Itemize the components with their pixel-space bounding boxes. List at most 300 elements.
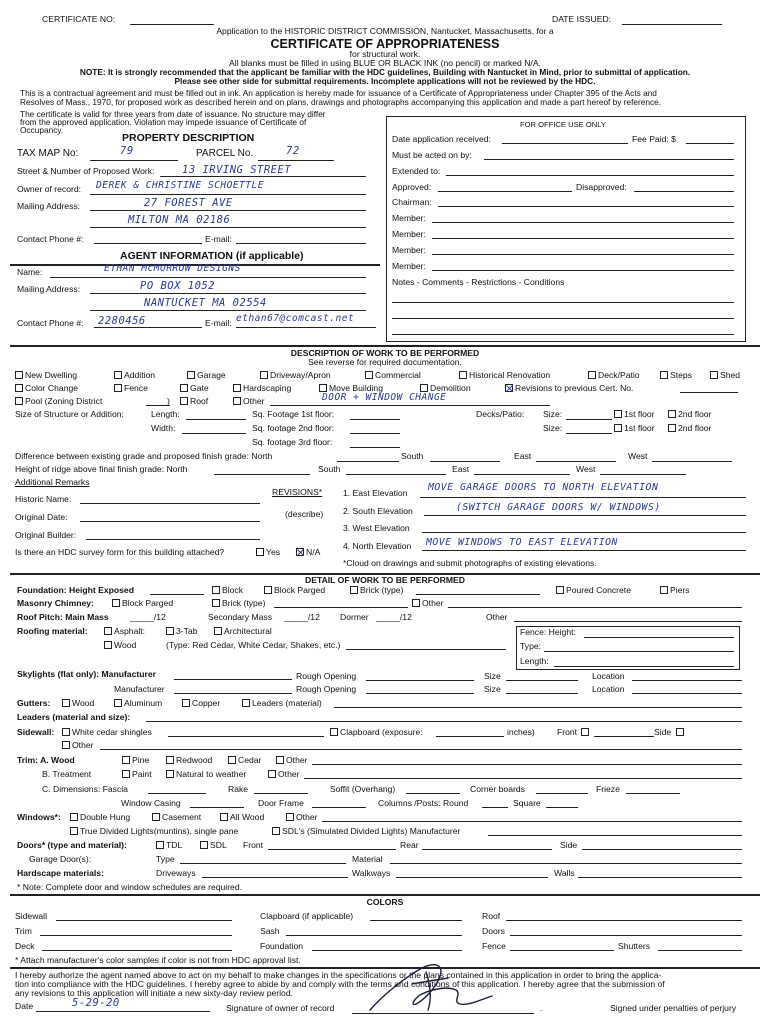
describe-label: (describe) bbox=[285, 509, 324, 519]
rev2-label: 2. South Elevation bbox=[343, 506, 413, 516]
soffit-field[interactable] bbox=[406, 793, 460, 794]
chk-casement[interactable]: Casement bbox=[152, 813, 201, 823]
chk-new-dwelling[interactable]: New Dwelling bbox=[15, 371, 77, 381]
rev3-field[interactable] bbox=[422, 532, 746, 533]
secondary-mass-field[interactable]: _____/12 bbox=[284, 612, 320, 622]
sqft3-field[interactable] bbox=[350, 447, 400, 448]
chk-double-hung[interactable]: Double Hung bbox=[70, 813, 130, 823]
chk-survey-yes[interactable]: Yes bbox=[256, 548, 280, 558]
fence-length-field[interactable] bbox=[554, 666, 734, 667]
roof-other-label: Other bbox=[486, 612, 508, 622]
ridge-north-field[interactable] bbox=[214, 474, 310, 475]
front-label: Front bbox=[557, 727, 578, 737]
sidewall-front-field[interactable] bbox=[594, 736, 654, 737]
auth-line-2: tion into compliance with the HDC guidelines. I hereby agree to abide by and comply with the terms and conditions of this application. I hereby agree that the submission of bbox=[15, 979, 665, 989]
chk-sidewall-other[interactable]: Other bbox=[62, 741, 94, 751]
parcel-value: 72 bbox=[286, 145, 300, 157]
skylight-location-field-1[interactable] bbox=[632, 680, 742, 681]
foundation-height-field[interactable] bbox=[150, 594, 204, 595]
brick-type-field[interactable] bbox=[416, 594, 540, 595]
date-issued-label: DATE ISSUED: bbox=[552, 14, 612, 24]
rev4-label: 4. North Elevation bbox=[343, 541, 412, 551]
hardscape-label: Hardscape materials: bbox=[17, 868, 104, 878]
grade-south-field[interactable] bbox=[430, 461, 500, 462]
fence-length-label: Length: bbox=[520, 656, 549, 666]
agent-phone-field[interactable] bbox=[94, 327, 202, 328]
sqft3-label: Sq. footage 3rd floor: bbox=[252, 437, 333, 447]
skylight-rough-field-2[interactable] bbox=[366, 693, 474, 694]
color-deck-label: Deck bbox=[15, 941, 35, 951]
grade-north-field[interactable] bbox=[337, 461, 399, 462]
garage-type-label: Type bbox=[156, 854, 175, 864]
color-shutters-field[interactable] bbox=[658, 950, 742, 951]
grade-west-field[interactable] bbox=[652, 461, 732, 462]
size-label: Size of Structure or Addition: bbox=[15, 409, 124, 419]
color-sidewall-label: Sidewall bbox=[15, 911, 48, 921]
skylight-mfr-label-2: Manufacturer bbox=[114, 684, 165, 694]
chk-redwood[interactable]: Redwood bbox=[166, 756, 212, 766]
windows-label: Windows*: bbox=[17, 812, 61, 822]
dimensions-label: C. Dimensions: Fascia bbox=[42, 784, 128, 794]
cert-no-field[interactable] bbox=[130, 24, 214, 25]
door-frame-field[interactable] bbox=[312, 807, 366, 808]
chk-architectural[interactable]: Architectural bbox=[214, 627, 272, 637]
skylight-size-field-2[interactable] bbox=[506, 693, 578, 694]
secondary-mass-label: Secondary Mass bbox=[208, 612, 273, 622]
revisions-label: REVISIONS* bbox=[272, 487, 323, 497]
agent-mailing-value-2: NANTUCKET MA 02554 bbox=[144, 297, 267, 309]
garage-material-field[interactable] bbox=[390, 863, 742, 864]
chk-shed[interactable]: Shed bbox=[710, 371, 740, 381]
signature-date-value: 5-29-20 bbox=[72, 997, 120, 1009]
parcel-field[interactable] bbox=[258, 160, 334, 161]
chk-door-tdl[interactable]: TDL bbox=[156, 841, 182, 851]
corner-boards-field[interactable] bbox=[536, 793, 588, 794]
chk-gate[interactable]: Gate bbox=[180, 384, 209, 394]
leaders-size-field[interactable] bbox=[146, 721, 742, 722]
revisions-cert-field[interactable] bbox=[680, 392, 738, 393]
skylight-location-field-2[interactable] bbox=[632, 693, 742, 694]
chairman-label: Chairman: bbox=[392, 197, 432, 207]
agent-heading: AGENT INFORMATION (if applicable) bbox=[120, 250, 304, 262]
frieze-field[interactable] bbox=[626, 793, 680, 794]
door-frame-label: Door Frame bbox=[258, 798, 304, 808]
chk-all-wood[interactable]: All Wood bbox=[220, 813, 264, 823]
walkways-label: Walkways bbox=[352, 868, 391, 878]
chk-deck-patio[interactable]: Deck/Patio bbox=[588, 371, 640, 381]
rear-door-label: Rear bbox=[400, 840, 419, 850]
color-attach-note: * Attach manufacturer's color samples if color is not from HDC approval list. bbox=[15, 955, 301, 965]
skylight-mfr-field-1[interactable] bbox=[174, 679, 292, 680]
chk-sdl[interactable]: SDL's (Simulated Divided Lights) Manufacturer bbox=[272, 827, 460, 837]
rev4-value: MOVE WINDOWS TO EAST ELEVATION bbox=[426, 537, 618, 548]
white-cedar-field[interactable] bbox=[168, 736, 324, 737]
notes-line-3[interactable] bbox=[392, 334, 734, 335]
chk-color-change[interactable]: Color Change bbox=[15, 384, 78, 394]
width-label: Width: bbox=[151, 423, 176, 433]
chimney-brick-field[interactable] bbox=[274, 607, 408, 608]
parcel-label: PARCEL No. bbox=[196, 148, 254, 159]
masonry-label: Masonry Chimney: bbox=[17, 598, 94, 608]
tax-map-field[interactable] bbox=[90, 160, 178, 161]
colors-heading: COLORS bbox=[366, 897, 404, 907]
color-doors-label: Doors bbox=[482, 926, 505, 936]
chk-hardscaping[interactable]: Hardscaping bbox=[233, 384, 291, 394]
main-mass-field[interactable]: _____/12 bbox=[130, 612, 166, 622]
extended-field[interactable] bbox=[446, 175, 734, 176]
tax-map-label: TAX MAP No: bbox=[17, 148, 79, 159]
color-roof-field[interactable] bbox=[506, 920, 742, 921]
original-builder-label: Original Builder: bbox=[15, 530, 77, 540]
notes-label: Notes - Comments - Restrictions - Conditions bbox=[392, 277, 565, 287]
rake-field[interactable] bbox=[254, 793, 308, 794]
signature-date-field[interactable] bbox=[36, 1011, 210, 1012]
driveways-field[interactable] bbox=[202, 877, 348, 878]
corner-boards-label: Corner boards bbox=[470, 784, 525, 794]
sqft1-field[interactable] bbox=[350, 419, 400, 420]
clapboard-exposure-field[interactable] bbox=[436, 736, 504, 737]
color-sash-label: Sash bbox=[260, 926, 280, 936]
chk-brick[interactable]: Brick (type) bbox=[350, 586, 403, 596]
sidewall-other-field[interactable] bbox=[100, 749, 742, 750]
owner-field[interactable] bbox=[90, 194, 366, 195]
chimney-other-field[interactable] bbox=[448, 607, 742, 608]
fascia-field[interactable] bbox=[148, 793, 206, 794]
chk-cedar[interactable]: Cedar bbox=[228, 756, 261, 766]
fence-type-label: Type: bbox=[520, 641, 542, 651]
sqft2-label: Sq. footage 2nd floor: bbox=[252, 423, 335, 433]
chk-clapboard[interactable]: Clapboard (exposure: bbox=[330, 728, 423, 738]
columns-round-field[interactable] bbox=[482, 807, 508, 808]
agent-phone-value: 2280456 bbox=[98, 315, 146, 327]
trim-other-field[interactable] bbox=[312, 764, 742, 765]
chk-addition[interactable]: Addition bbox=[114, 371, 155, 381]
chk-steps[interactable]: Steps bbox=[660, 371, 692, 381]
member-label-4: Member: bbox=[392, 261, 426, 271]
walkways-field[interactable] bbox=[396, 877, 548, 878]
chk-window-other[interactable]: Other bbox=[286, 813, 318, 823]
rev1-field[interactable] bbox=[420, 497, 746, 498]
window-other-field[interactable] bbox=[322, 821, 742, 822]
soffit-label: Soffit (Overhang) bbox=[330, 784, 396, 794]
form-subtitle: for structural work. bbox=[349, 49, 421, 59]
window-casing-label: Window Casing bbox=[121, 798, 181, 808]
approved-field[interactable] bbox=[438, 191, 572, 192]
owner-label: Owner of record: bbox=[17, 184, 81, 194]
chk-leaders[interactable]: Leaders (material) bbox=[242, 699, 322, 709]
side-door-field[interactable] bbox=[582, 849, 742, 850]
ridge-east-field[interactable] bbox=[474, 474, 570, 475]
rear-door-field[interactable] bbox=[422, 849, 552, 850]
signature-owner-label: Signature of owner of record bbox=[226, 1003, 335, 1013]
inches-label: inches) bbox=[507, 727, 535, 737]
owner-signature-icon bbox=[352, 944, 502, 1016]
color-deck-field[interactable] bbox=[42, 950, 232, 951]
ridge-south-field[interactable] bbox=[346, 474, 446, 475]
chk-door-sdl[interactable]: SDL bbox=[200, 841, 227, 851]
received-field[interactable] bbox=[502, 143, 628, 144]
rev2-field[interactable] bbox=[424, 515, 746, 516]
color-fence-field[interactable] bbox=[510, 950, 614, 951]
member-field-3[interactable] bbox=[432, 254, 734, 255]
foundation-label: Foundation: Height Exposed bbox=[17, 585, 134, 595]
roof-other-field[interactable] bbox=[514, 621, 742, 622]
agent-phone-label: Contact Phone #: bbox=[17, 318, 84, 328]
original-date-label: Original Date: bbox=[15, 512, 68, 522]
street-field[interactable] bbox=[160, 176, 366, 177]
decks-size-field-1[interactable] bbox=[566, 419, 612, 420]
fence-height-field[interactable] bbox=[584, 637, 734, 638]
chk-paint[interactable]: Paint bbox=[122, 770, 152, 780]
grade-west-label: West bbox=[628, 451, 648, 461]
member-field-1[interactable] bbox=[432, 222, 734, 223]
side-door-label: Side bbox=[560, 840, 578, 850]
chk-demolition[interactable]: Demolition bbox=[420, 384, 471, 394]
treatment-label: B. Treatment bbox=[42, 769, 92, 779]
chk-chimney-block-parged[interactable]: Block Parged bbox=[112, 599, 173, 609]
chk-block[interactable]: Block bbox=[212, 586, 243, 596]
ridge-height-label: Height of ridge above final finish grade: North bbox=[15, 464, 188, 474]
window-casing-field[interactable] bbox=[190, 807, 244, 808]
email-field[interactable] bbox=[236, 243, 366, 244]
chk-asphalt[interactable]: Asphalt: bbox=[104, 627, 145, 637]
agent-name-label: Name: bbox=[17, 267, 43, 277]
auth-line-3: any revisions to this application will initiate a new sixty-day review period. bbox=[15, 988, 293, 998]
columns-label: Columns /Posts: Round bbox=[378, 798, 469, 808]
sidewall-label: Sidewall: bbox=[17, 727, 55, 737]
grade-east-field[interactable] bbox=[536, 461, 616, 462]
cert-no-label: CERTIFICATE NO: bbox=[42, 14, 116, 24]
grade-east-label: East bbox=[514, 451, 532, 461]
decks-size-field-2[interactable] bbox=[566, 433, 612, 434]
acted-field[interactable] bbox=[484, 159, 734, 160]
sqft2-field[interactable] bbox=[350, 433, 400, 434]
chk-chimney-other[interactable]: Other bbox=[412, 599, 444, 609]
chk-pine[interactable]: Pine bbox=[122, 756, 149, 766]
chairman-field[interactable] bbox=[438, 206, 734, 207]
color-foundation-label: Foundation bbox=[260, 941, 304, 951]
color-sidewall-field[interactable] bbox=[56, 920, 232, 921]
app-line: Application to the HISTORIC DISTRICT COMMISSION, Nantucket, Massachusetts, for a bbox=[216, 26, 554, 36]
agent-email-field[interactable] bbox=[236, 327, 376, 328]
color-roof-label: Roof bbox=[482, 911, 501, 921]
survey-question: Is there an HDC survey form for this building attached? bbox=[15, 547, 225, 557]
ridge-east-label: East bbox=[452, 464, 470, 474]
chk-gutter-copper[interactable]: Copper bbox=[182, 699, 220, 709]
signature-dot: . bbox=[540, 1003, 543, 1013]
street-value: 13 IRVING STREET bbox=[182, 164, 292, 176]
chk-fence[interactable]: Fence bbox=[114, 384, 148, 394]
chk-block-parged[interactable]: Block Parged bbox=[264, 586, 325, 596]
chk-garage[interactable]: Garage bbox=[187, 371, 226, 381]
mailing-value-2: MILTON MA 02186 bbox=[128, 214, 231, 226]
decks-size-label-2: Size: bbox=[543, 423, 563, 433]
chk-trim-other[interactable]: Other bbox=[276, 756, 308, 766]
treatment-other-field[interactable] bbox=[304, 778, 742, 779]
blanks-note: All blanks must be filled in using BLUE OR BLACK INK (no pencil) or marked N/A. bbox=[229, 58, 541, 68]
decks-size-label: Size: bbox=[543, 409, 563, 419]
color-sash-field[interactable] bbox=[286, 935, 462, 936]
perjury-note: Signed under penalties of perjury bbox=[610, 1003, 737, 1013]
front-door-label: Front bbox=[243, 840, 264, 850]
frieze-label: Frieze bbox=[596, 784, 620, 794]
valid-line-3: Occupancy. bbox=[20, 125, 64, 135]
walls-field[interactable] bbox=[578, 877, 742, 878]
agent-name-value: ETHAN McMORROW DESIGNS bbox=[104, 263, 241, 274]
sqft1-label: Sq. Footage 1st floor: bbox=[252, 409, 335, 419]
chk-survey-na[interactable]: N/A bbox=[296, 548, 320, 558]
original-date-field[interactable] bbox=[80, 521, 260, 522]
chk-roof[interactable]: Roof bbox=[180, 397, 208, 407]
grade-diff-label: Difference between existing grade and proposed finish grade: North bbox=[15, 451, 273, 461]
mailing-value-1: 27 FOREST AVE bbox=[144, 197, 233, 209]
chk-pool[interactable]: Pool (Zoning District bbox=[15, 397, 102, 407]
phone-label: Contact Phone #: bbox=[17, 234, 84, 244]
original-builder-field[interactable] bbox=[86, 539, 260, 540]
length-label: Length: bbox=[151, 409, 180, 419]
date-label: Date bbox=[15, 1001, 34, 1011]
chk-move-building[interactable]: Move Building bbox=[319, 384, 383, 394]
width-field[interactable] bbox=[182, 433, 246, 434]
disapproved-label: Disapproved: bbox=[576, 182, 627, 192]
chk-poured[interactable]: Poured Concrete bbox=[556, 586, 631, 596]
color-trim-label: Trim bbox=[15, 926, 32, 936]
agent-mailing-label: Mailing Address: bbox=[17, 284, 81, 294]
front-door-field[interactable] bbox=[268, 849, 396, 850]
ridge-west-label: West bbox=[576, 464, 596, 474]
chk-piers[interactable]: Piers bbox=[660, 586, 690, 596]
driveways-label: Driveways bbox=[156, 868, 196, 878]
member-label-2: Member: bbox=[392, 229, 426, 239]
agent-name-field[interactable] bbox=[50, 277, 366, 278]
chk-sidewall-front[interactable] bbox=[581, 728, 591, 738]
form-title: CERTIFICATE OF APPROPRIATENESS bbox=[270, 37, 500, 51]
fee-field[interactable] bbox=[686, 143, 734, 144]
cloud-note: *Cloud on drawings and submit photographs of existing elevations. bbox=[343, 558, 597, 568]
dormer-label: Dormer bbox=[340, 612, 369, 622]
skylight-size-label-2: Size bbox=[484, 684, 501, 694]
chk-white-cedar[interactable]: White cedar shingles bbox=[62, 728, 152, 738]
gutters-label: Gutters: bbox=[17, 698, 51, 708]
garage-doors-label: Garage Door(s): bbox=[29, 854, 92, 864]
chk-other[interactable]: Other bbox=[233, 397, 265, 407]
chk-deck-1st-floor-a[interactable]: 1st floor bbox=[614, 410, 655, 420]
agent-mailing-field-1[interactable] bbox=[90, 293, 366, 294]
tax-map-value: 79 bbox=[120, 145, 134, 157]
chk-treatment-other[interactable]: Other bbox=[268, 770, 300, 780]
agent-mailing-value-1: PO BOX 1052 bbox=[140, 280, 216, 292]
sdl-manufacturer-field[interactable] bbox=[488, 835, 742, 836]
chk-tdl[interactable]: True Divided Lights(muntins), single pane bbox=[70, 827, 238, 837]
garage-material-label: Material bbox=[352, 854, 383, 864]
other-work-value: DOOR + WINDOW CHANGE bbox=[322, 392, 447, 403]
property-heading: PROPERTY DESCRIPTION bbox=[122, 132, 255, 144]
mailing-label: Mailing Address: bbox=[17, 201, 81, 211]
color-clapboard-field[interactable] bbox=[370, 920, 462, 921]
valid-line-1: The certificate is valid for three years from date of issuance. No structure may differ bbox=[20, 109, 326, 119]
garage-type-field[interactable] bbox=[180, 863, 346, 864]
chk-historical-renovation[interactable]: Historical Renovation bbox=[459, 371, 550, 381]
historic-name-label: Historic Name: bbox=[15, 494, 72, 504]
see-reverse: See reverse for required documentation. bbox=[308, 357, 462, 367]
leaders-material-field[interactable] bbox=[334, 707, 742, 708]
skylight-size-field-1[interactable] bbox=[506, 680, 578, 681]
chk-deck-1st-floor-b[interactable]: 1st floor bbox=[614, 424, 655, 434]
phone-field[interactable] bbox=[94, 243, 202, 244]
agent-mailing-field-2[interactable] bbox=[90, 310, 366, 311]
chk-sidewall-side[interactable] bbox=[676, 728, 686, 738]
historic-name-field[interactable] bbox=[80, 503, 260, 504]
length-field[interactable] bbox=[186, 419, 246, 420]
office-heading: FOR OFFICE USE ONLY bbox=[520, 120, 606, 129]
chk-gutter-wood[interactable]: Wood bbox=[62, 699, 94, 709]
ridge-south-label: South bbox=[318, 464, 341, 474]
skylight-mfr-field-2[interactable] bbox=[174, 693, 292, 694]
color-doors-field[interactable] bbox=[510, 935, 742, 936]
additional-remarks-heading: Additional Remarks bbox=[15, 477, 90, 487]
chk-driveway[interactable]: Driveway/Apron bbox=[260, 371, 331, 381]
fence-height-label: Fence: Height: bbox=[520, 627, 576, 637]
fee-label: Fee Paid: $ bbox=[632, 134, 676, 144]
member-field-2[interactable] bbox=[432, 238, 734, 239]
submittal-note: Please see other side for submittal requirements. Incomplete applications will not be reviewed by the HDC. bbox=[174, 76, 596, 86]
chk-commercial[interactable]: Commercial bbox=[365, 371, 421, 381]
chk-gutter-aluminum[interactable]: Aluminum bbox=[114, 699, 162, 709]
fence-type-field[interactable] bbox=[544, 651, 734, 652]
ridge-west-field[interactable] bbox=[600, 474, 686, 475]
rev2-value: (SWITCH GARAGE DOORS W/ WINDOWS) bbox=[456, 502, 661, 513]
chk-deck-2nd-floor-b[interactable]: 2nd floor bbox=[668, 424, 711, 434]
date-issued-field[interactable] bbox=[622, 24, 722, 25]
skylight-size-label-1: Size bbox=[484, 671, 501, 681]
mailing-field-2[interactable] bbox=[90, 227, 366, 228]
columns-square-field[interactable] bbox=[546, 807, 578, 808]
rake-label: Rake bbox=[228, 784, 249, 794]
agent-email-value: ethan67@comcast.net bbox=[236, 313, 355, 324]
chk-deck-2nd-floor-a[interactable]: 2nd floor bbox=[668, 410, 711, 420]
chk-chimney-brick[interactable]: Brick (type) bbox=[212, 599, 265, 609]
other-work-field[interactable] bbox=[270, 405, 550, 406]
grade-south-label: South bbox=[401, 451, 424, 461]
color-trim-field[interactable] bbox=[40, 935, 232, 936]
chk-revisions[interactable]: Revisions to previous Cert. No. bbox=[505, 384, 633, 394]
mailing-field-1[interactable] bbox=[90, 210, 366, 211]
chk-3tab[interactable]: 3-Tab bbox=[166, 627, 198, 637]
chk-roof-wood[interactable]: Wood bbox=[104, 641, 136, 651]
notes-line-2[interactable] bbox=[392, 318, 734, 319]
roofing-label: Roofing material: bbox=[17, 626, 88, 636]
dormer-field[interactable]: _____/12 bbox=[376, 612, 412, 622]
chk-natural[interactable]: Natural to weather bbox=[166, 770, 246, 780]
disapproved-field[interactable] bbox=[634, 191, 734, 192]
wood-type-field[interactable] bbox=[346, 649, 506, 650]
square-label: Square bbox=[513, 798, 541, 808]
color-fence-label: Fence bbox=[482, 941, 506, 951]
skylight-rough-field-1[interactable] bbox=[366, 680, 474, 681]
doors-label: Doors* (type and material): bbox=[17, 840, 127, 850]
work-heading: DESCRIPTION OF WORK TO BE PERFORMED bbox=[290, 348, 480, 358]
color-clapboard-label: Clapboard (if applicable) bbox=[260, 911, 354, 921]
detail-heading: DETAIL OF WORK TO BE PERFORMED bbox=[305, 575, 465, 585]
street-label: Street & Number of Proposed Work: bbox=[17, 166, 155, 176]
extended-label: Extended to: bbox=[392, 166, 441, 176]
contract-para-1: This is a contractual agreement and must be filled out in ink. An application is hereby made for issuance of a Certificate of Appropriateness under Chapter 395 of the Acts and bbox=[20, 88, 657, 98]
decks-label: Decks/Patio: bbox=[476, 409, 525, 419]
notes-line-1[interactable] bbox=[392, 302, 734, 303]
member-field-4[interactable] bbox=[432, 270, 734, 271]
rev4-field[interactable] bbox=[422, 550, 746, 551]
hdc-note: NOTE: It is strongly recommended that the applicant be familiar with the HDC guidelines, Building with Nantucket in Mind, prior to submittal of application. bbox=[79, 67, 691, 77]
